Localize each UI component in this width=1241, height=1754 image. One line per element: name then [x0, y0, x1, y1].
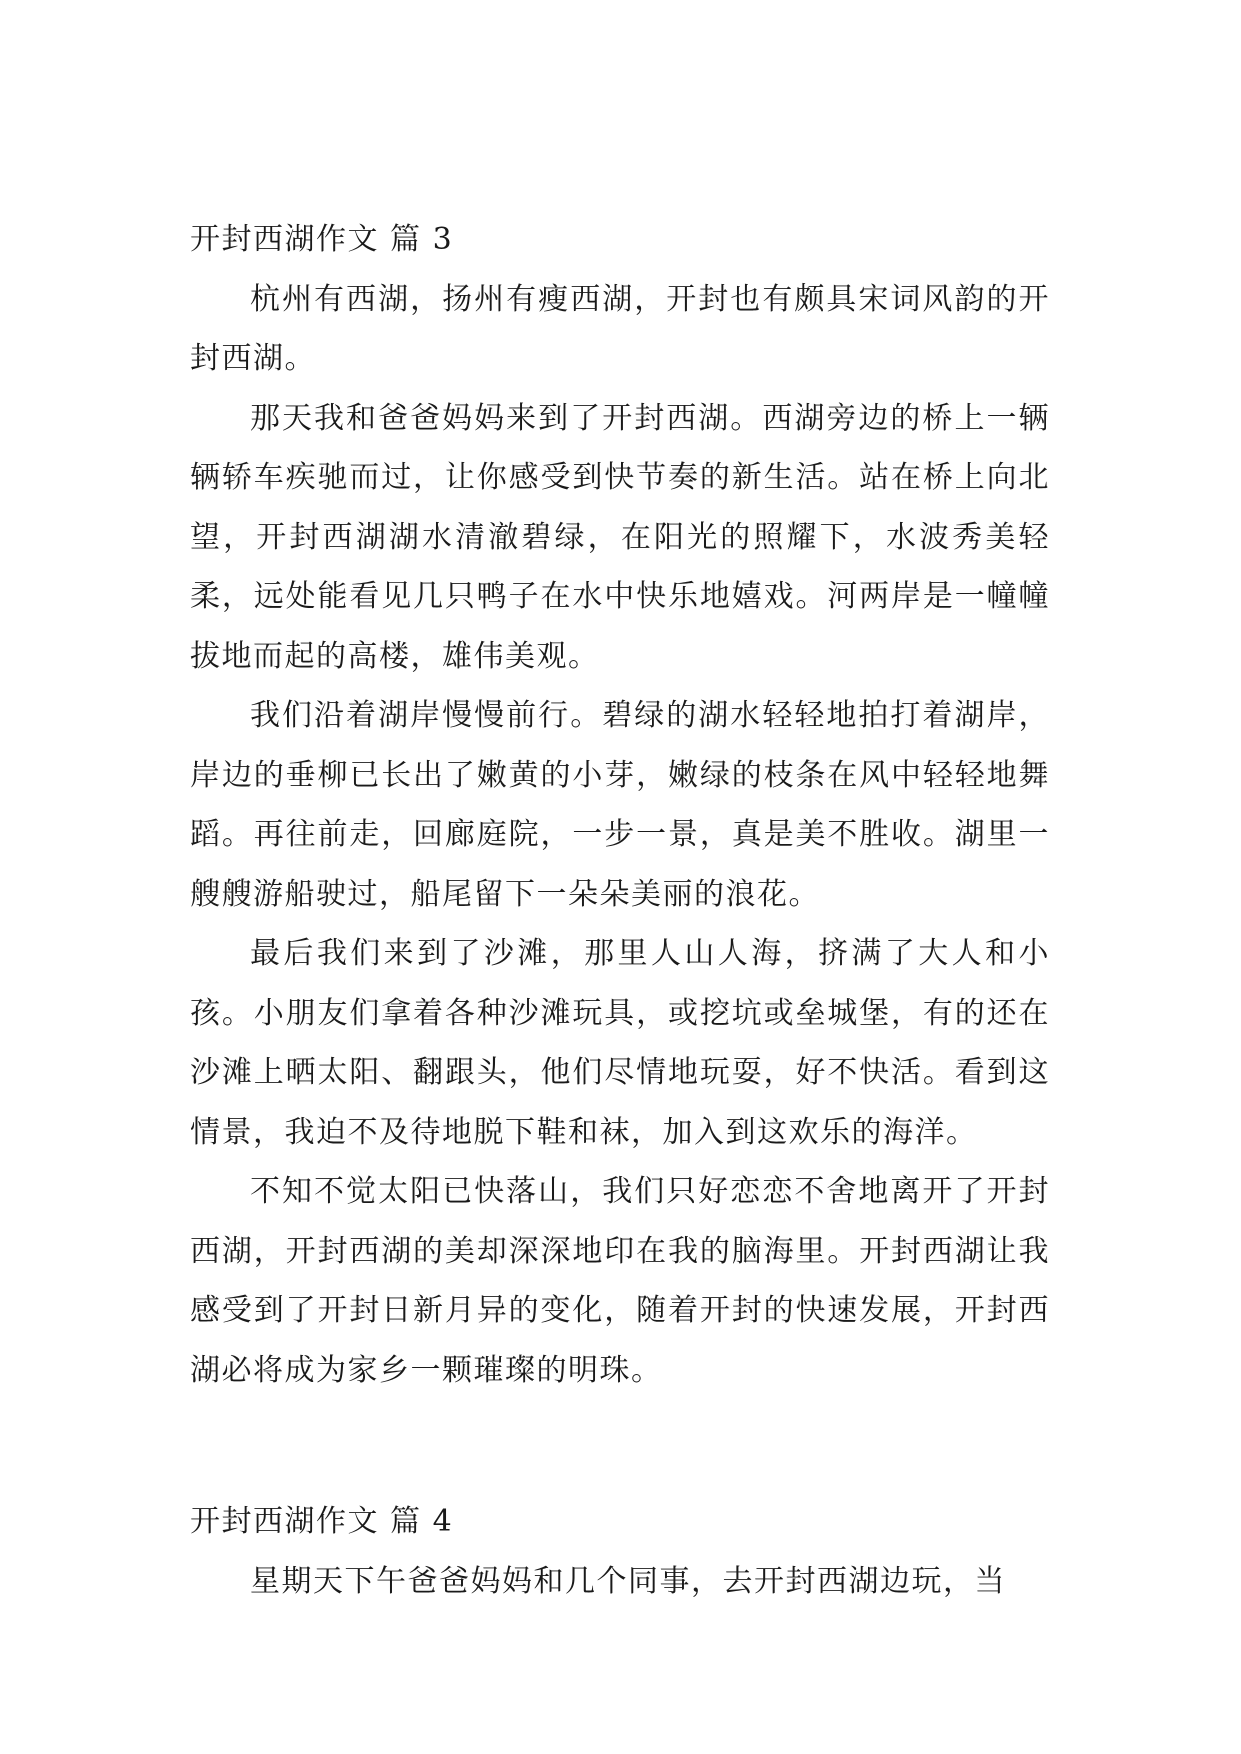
paragraph: 那天我和爸爸妈妈来到了开封西湖。西湖旁边的桥上一辆辆轿车疾驰而过，让你感受到快节奏的新生活。站在桥上向北望，开封西湖湖水清澈碧绿，在阳光的照耀下，水波秀美轻柔，远处能看见几只鸭子在水中快乐地嬉戏。河两岸是一幢幢拔地而起的高楼，雄伟美观。: [190, 400, 1050, 674]
paragraph: 最后我们来到了沙滩，那里人山人海，挤满了大人和小孩。小朋友们拿着各种沙滩玩具，或挖坑或垒城堡，有的还在沙滩上晒太阳、翻跟头，他们尽情地玩耍，好不快活。看到这情景，我迫不及待地脱下鞋和袜，加入到这欢乐的海洋。: [190, 936, 1050, 1150]
section-heading-4: 开封西湖作文 篇 4: [190, 1504, 454, 1539]
paragraph: 星期天下午爸爸妈妈和几个同事，去开封西湖边玩，当: [250, 1563, 1006, 1599]
section-heading-3: 开封西湖作文 篇 3: [190, 222, 454, 257]
paragraph: 杭州有西湖，扬州有瘦西湖，开封也有颇具宋词风韵的开封西湖。: [190, 281, 1050, 376]
document-page: [190, 210, 1050, 1611]
paragraph: 我们沿着湖岸慢慢前行。碧绿的湖水轻轻地拍打着湖岸，岸边的垂柳已长出了嫩黄的小芽，嫩绿的枝条在风中轻轻地舞蹈。再往前走，回廊庭院，一步一景，真是美不胜收。湖里一艘艘游船驶过，船尾留下一朵朵美丽的浪花。: [190, 698, 1050, 912]
paragraph: 不知不觉太阳已快落山，我们只好恋恋不舍地离开了开封西湖，开封西湖的美却深深地印在我的脑海里。开封西湖让我感受到了开封日新月异的变化，随着开封的快速发展，开封西湖必将成为家乡一颗璀璨的明珠。: [190, 1174, 1050, 1388]
section-spacer: [190, 1400, 1050, 1492]
